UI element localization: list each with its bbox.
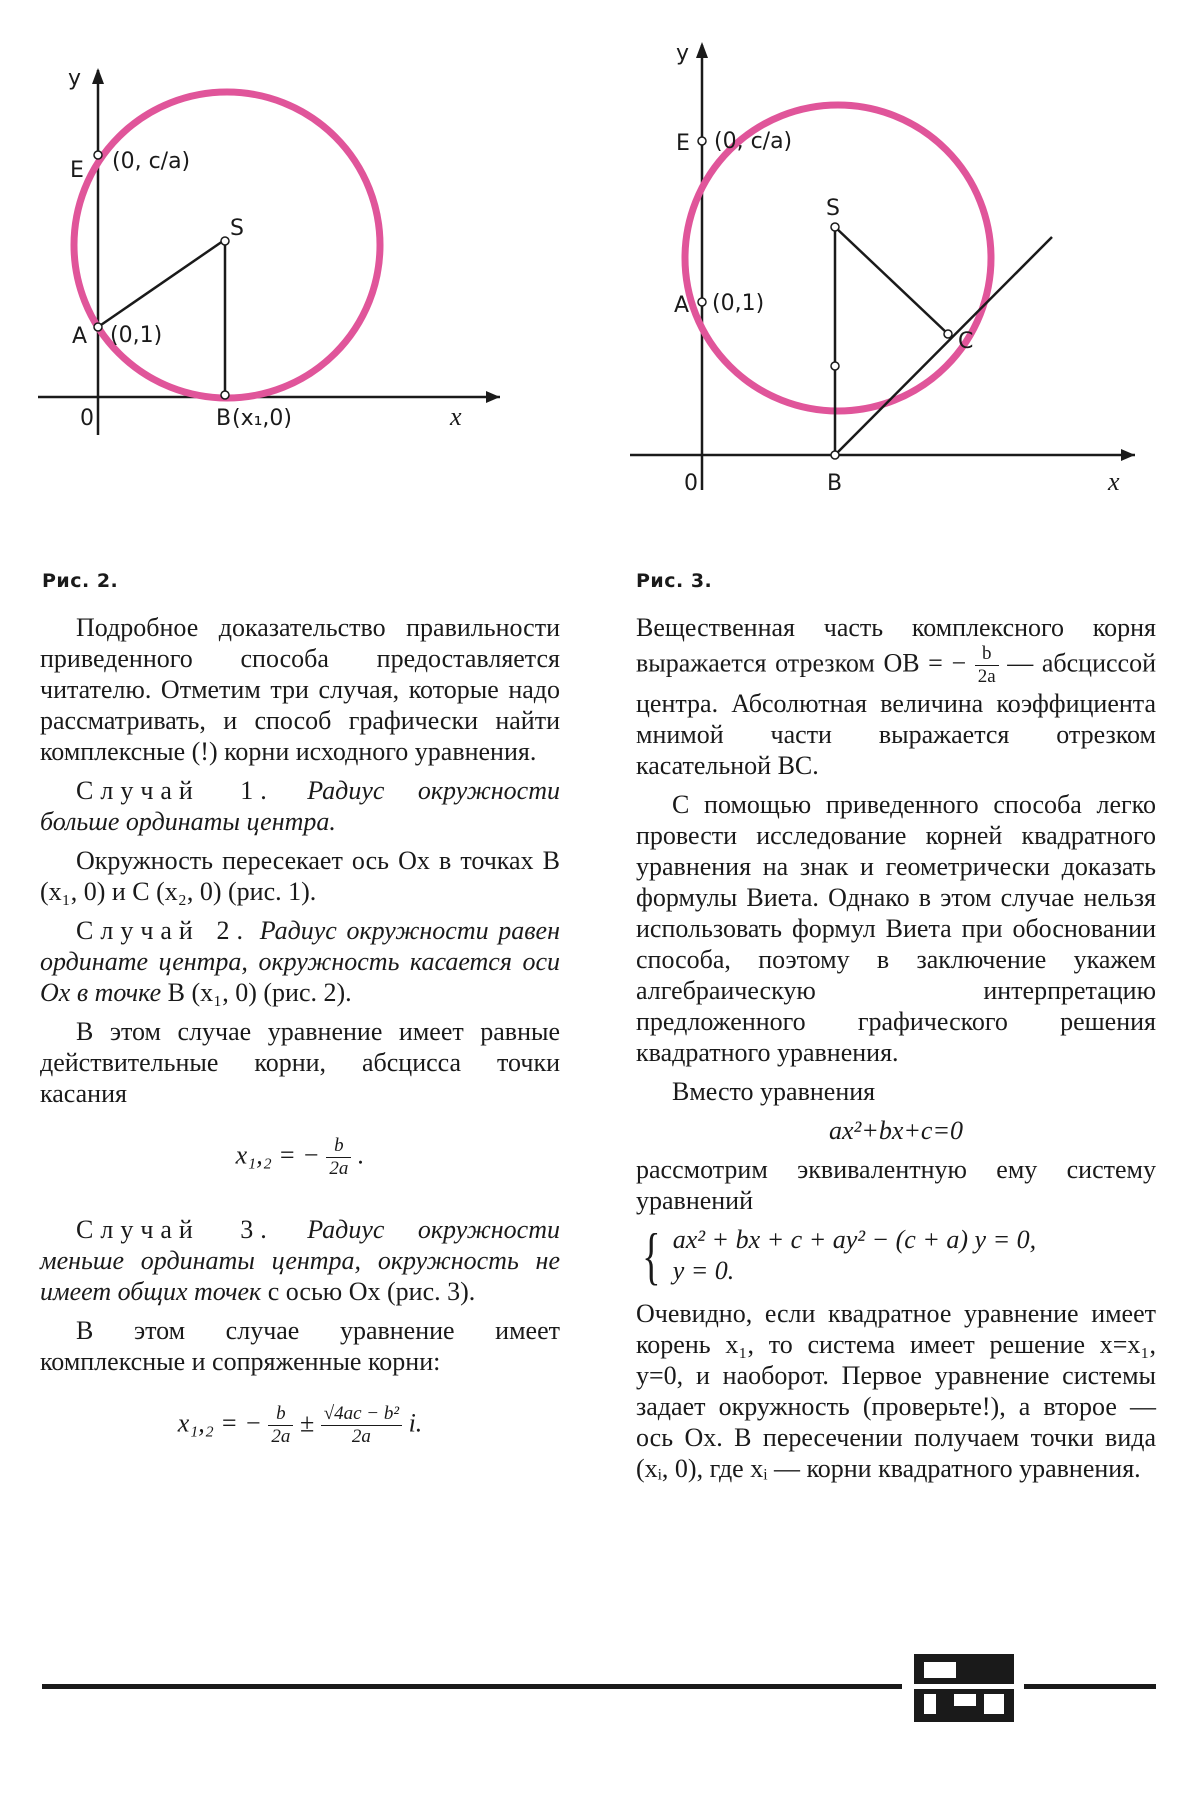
label-A: A [72, 324, 88, 349]
x-axis-label: x [450, 402, 462, 431]
formula-1-numerator: b [326, 1135, 351, 1158]
case-3-label: Случай 3. [76, 1215, 274, 1244]
point-C [944, 330, 952, 338]
formula-2-denominator-1: 2a [271, 1426, 291, 1447]
system-line-1: ax² + bx + c + ay² − (c + a) y = 0, [672, 1225, 1037, 1254]
formula-equal-roots [40, 1135, 560, 1180]
label-S: S [230, 216, 244, 241]
footer-rule-right [1024, 1684, 1156, 1689]
left-paragraph-1: Подробное доказательство правильности приведенного способа предоставляется читателю. Отметим три случая, которые надо рассматривать, и способ графически найти комплексные (!) корни исходного уравнения. [40, 613, 560, 766]
formula-2-end: i. [408, 1408, 423, 1438]
segment-AS [98, 241, 223, 327]
coord-E: (0, c/a) [714, 129, 793, 154]
system-brace-icon: { [642, 1220, 661, 1291]
case-3-text: Радиус окружности меньше ординаты центра, окружность не имеет общих точек [40, 1215, 560, 1306]
figure-3-caption: Рис. 3. [636, 570, 713, 592]
formula-2-fraction-2 [321, 1403, 402, 1448]
formula-2-numerator-1: b [268, 1403, 293, 1426]
y-axis-label: y [676, 41, 690, 66]
point-A [698, 298, 706, 306]
formula-1-end: . [357, 1140, 365, 1170]
quadratic-equation: ax²+bx+c=0 [828, 1116, 964, 1145]
system-lines [673, 1224, 1036, 1288]
right-paragraph-5: Очевидно, если квадратное уравнение имеет корень x₁, то система имеет решение x=x₁, y=0, и наоборот. Первое уравнение системы задает окружность (проверьте!), а второе — ось Ox. В пересечении получаем точки вида (xᵢ, 0), где xᵢ — корни квадратного уравнения. [636, 1299, 1156, 1483]
case-1-label: Случай 1. [76, 776, 274, 805]
formula-complex-roots [40, 1403, 560, 1448]
point-lowest [831, 362, 839, 370]
formula-2-numerator-2: √4ac − b² [321, 1403, 402, 1426]
figure-2-caption: Рис. 2. [42, 570, 119, 592]
label-C: C [958, 329, 974, 354]
point-B [221, 391, 229, 399]
case-2-tail: B (x₁, 0) (рис. 2). [167, 978, 352, 1007]
label-S: S [826, 196, 840, 221]
y-axis-label: y [68, 66, 82, 91]
left-column [40, 612, 560, 1474]
right-p1-end: — абсциссой центра. Абсолютная величина коэффициента мнимой части выражается отрезком касательной BC. [636, 648, 1157, 780]
case-1 [40, 775, 560, 837]
segment-SC [835, 227, 948, 334]
label-E: E [70, 158, 84, 183]
figure-3-diagram [620, 30, 1160, 496]
point-S [221, 237, 229, 245]
formula-2-plus-minus: ± [299, 1408, 315, 1438]
right-paragraph-3: Вместо уравнения [672, 1077, 876, 1106]
right-p1-numerator: b [975, 643, 999, 666]
formula-1-denominator: 2a [329, 1158, 349, 1179]
x-axis-arrow-icon [486, 391, 500, 403]
origin-label: 0 [684, 471, 698, 496]
y-axis-arrow-icon [696, 42, 708, 58]
right-p1-fraction [975, 643, 999, 688]
equation-system [636, 1220, 1156, 1291]
point-E [698, 137, 706, 145]
system-line-2: y = 0. [672, 1256, 735, 1285]
point-S [831, 223, 839, 231]
y-axis-arrow-icon [92, 68, 104, 84]
formula-1-fraction [326, 1135, 351, 1180]
right-paragraph-2: С помощью приведенного способа легко провести исследование корней квадратного уравнения на знак и геометрически доказать формулы Виета. Однако в этом случае нельзя использовать формул Виета при обосновании способа, поэтому в заключение укажем алгебраическую интерпретацию предложенного графического решения квадратного уравнения. [636, 790, 1156, 1067]
right-p1-start: Вещественная часть комплексного корня выражается отрезком OB = − [636, 613, 1156, 678]
case-3-tail: с осью Ox (рис. 3). [267, 1277, 476, 1306]
left-paragraph-2: Окружность пересекает ось Ox в точках B (x₁, 0) и C (x₂, 0) (рис. 1). [40, 846, 560, 906]
figure-2-diagram [30, 50, 530, 450]
right-column [636, 612, 1156, 1492]
origin-label: 0 [80, 406, 94, 431]
formula-2-fraction-1 [268, 1403, 293, 1448]
coord-A: (0,1) [110, 323, 163, 348]
case-2 [40, 915, 560, 1008]
x-axis-label: x [1108, 467, 1120, 496]
x-axis-arrow-icon [1121, 449, 1135, 461]
point-E [94, 151, 102, 159]
coord-B: (x₁,0) [232, 406, 292, 431]
figure-2 [30, 50, 530, 450]
label-A: A [674, 293, 690, 318]
formula-1-lhs: x₁,₂ = − [235, 1140, 320, 1170]
case-2-text: Радиус окружности равен ординате центра, окружность касается оси Ox в точке [40, 916, 560, 1007]
left-paragraph-4: В этом случае уравнение имеет комплексные и сопряженные корни: [40, 1316, 560, 1376]
right-p1-denominator: 2a [977, 666, 996, 687]
formula-2-denominator-2: 2a [351, 1426, 371, 1447]
case-1-text: Радиус окружности больше ординаты центра. [40, 776, 560, 836]
kvant-logo-icon [914, 1654, 1014, 1727]
figure-3 [620, 30, 1160, 496]
right-paragraph-1 [636, 612, 1156, 781]
case-3 [40, 1214, 560, 1307]
coord-E: (0, c/a) [112, 149, 191, 174]
right-paragraph-4: рассмотрим эквивалентную ему систему уравнений [636, 1155, 1156, 1215]
left-paragraph-3: В этом случае уравнение имеет равные действительные корни, абсцисса точки касания [40, 1017, 560, 1108]
coord-A: (0,1) [712, 291, 765, 316]
label-B: B [216, 406, 232, 431]
formula-2-lhs: x₁,₂ = − [177, 1408, 262, 1438]
footer-rule-left [42, 1684, 902, 1689]
point-B [831, 451, 839, 459]
point-A [94, 323, 102, 331]
tangent-BC [835, 237, 1052, 455]
label-E: E [676, 131, 690, 156]
label-B: B [827, 471, 843, 496]
case-2-label: Случай 2. [76, 916, 251, 945]
